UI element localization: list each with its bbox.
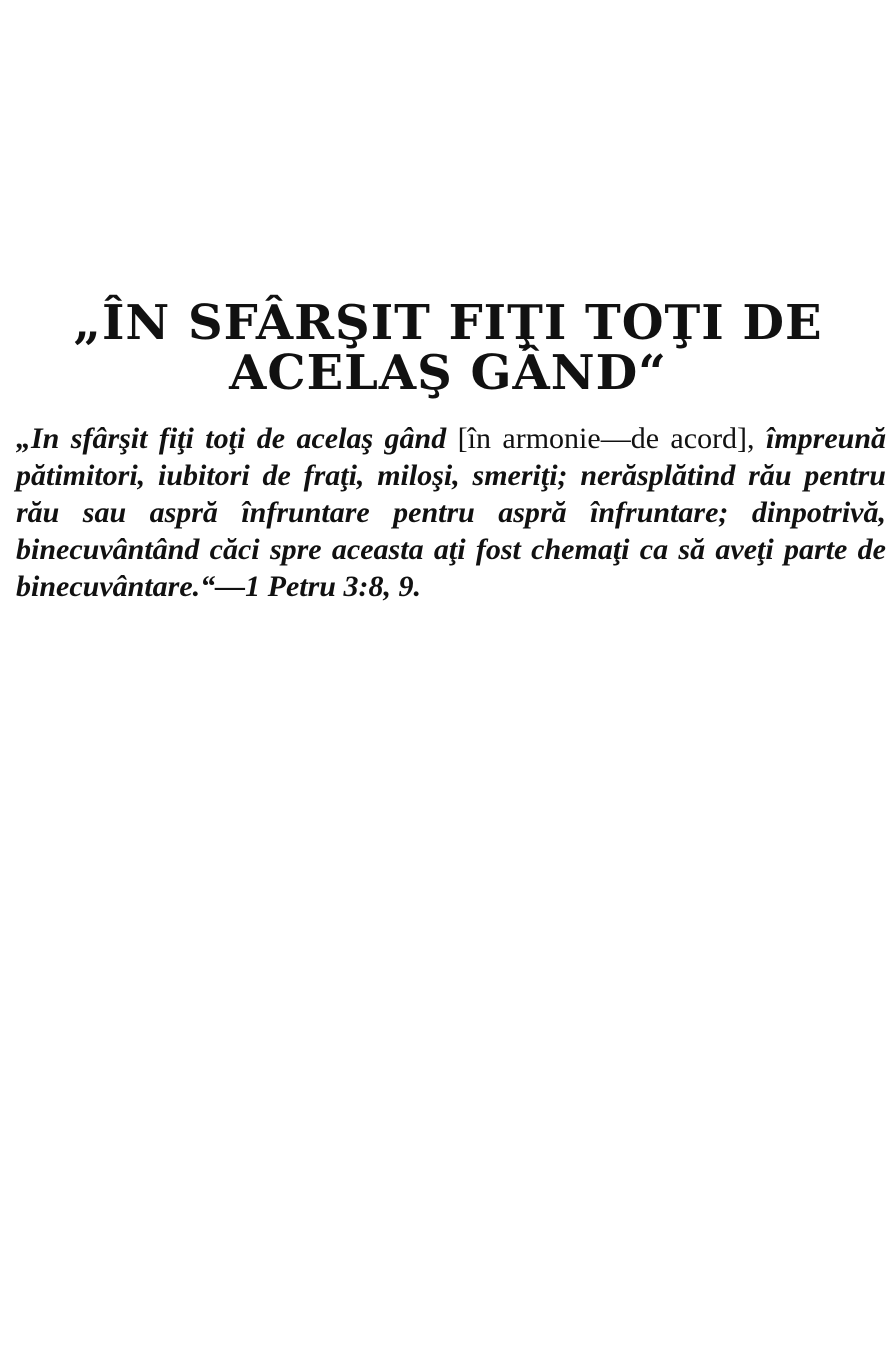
title-line-1: „ÎN SFÂRŞIT FIŢI TOŢI DE bbox=[73, 295, 823, 351]
quote-italic-opening: „In sfârşit fiţi toţi de acelaş gând bbox=[16, 422, 447, 455]
quote-italic-remainder: împreună pătimitori, iubitori de fraţi, miloşi, smeriţi; nerăsplătind rău pentru rău sau aspră înfruntare pentru aspră înfruntare; dinpotrivă, binecuvântând căci spre aceasta aţi fost chemaţi ca să aveţi parte de binecuvântare.“—1 Petru 3:8, 9. bbox=[16, 422, 887, 603]
title-line-2: ACELAŞ GÂND“ bbox=[229, 345, 667, 401]
quote-bracket-note: [în armonie—de acord], bbox=[446, 422, 766, 455]
page-title bbox=[30, 295, 866, 401]
scripture-quote bbox=[16, 420, 886, 605]
